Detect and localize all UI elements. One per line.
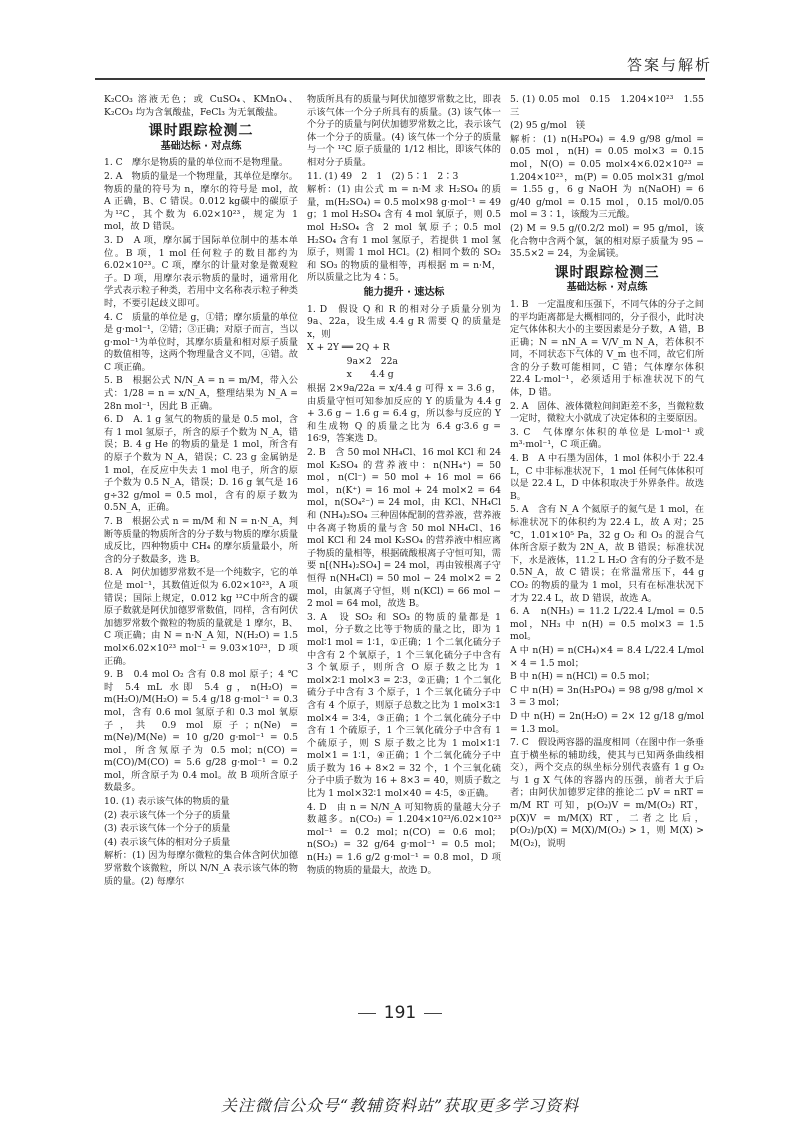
answer-item: 10. (1) 表示该气体的物质的量 bbox=[104, 796, 230, 808]
answer-item: 5. A 含有 N_A 个氦原子的氦气是 1 mol，在标准状况下的体积约为 22.4 L，故 A 对；25 ℃，1.01×10⁵ Pa，32 g O₂ 和 O₃ 的混合气体所含原子数为 2N_A，故 B 错误；标准状况下，水是液体，11.2 L H₂O 含有的分子数不是 0.5N_A，故 C 错误；在常温常压下，44 g CO₂ 的物质的量为 1 mol，只有在标准状况下才为 22.4 L，故 D 错误，故选 A。 bbox=[510, 504, 704, 604]
answer-item: B 中 n(H) = n(HCl) = 0.5 mol； bbox=[510, 671, 655, 683]
answer-item: A 中 n(H) = n(CH₄)×4 = 8.4 L/22.4 L/mol × 4 = 1.5 mol； bbox=[510, 644, 704, 669]
header-title: 答案与解析 bbox=[626, 56, 712, 74]
answer-item: 3. C 气体摩尔体积的单位是 L·mol⁻¹ 或 m³·mol⁻¹，C 项正确。 bbox=[510, 426, 704, 451]
answer-item: 7. B 根据公式 n = m/M 和 N = n·N_A，判断等质量的物质所含的分子数与物质的摩尔质量成反比，四种物质中 CH₄ 的摩尔质量最小，所含的分子数最多，选 B。 bbox=[104, 516, 298, 565]
answer-item: 3. A 设 SO₂ 和 SO₃ 的物质的量都是 1 mol，分子数之比等于物质的量之比，即为 1 mol∶1 mol = 1∶1，①正确；1 个二氧化硫分子中含有 2 个氧原子，1 个三氧化硫分子中含有 3 个氧原子，则所含 O 原子数之比为 1 mol×2∶1 mol×3 = 2∶3，②正确；1 个二氧化硫分子中含有 3 个原子，1 个三氧化硫分子中含有 4 个原子，则原子总数之比为 1 mol×3∶1 mol×4 = 3∶4，③正确；1 个二氧化硫分子中含有 1 个硫原子，1 个三氧化硫分子中含有 1 个硫原子，则 S 原子数之比为 1 mol×1∶1 mol×1 = 1∶1，④正确；1 个二氧化硫分子中质子数为 16 + 8×2 = 32 个，1 个三氧化硫分子中质子数为 16 + 8×3 = 40，则质子数之比为 1 mol×32∶1 mol×40 = 4∶5，⑤正确。 bbox=[307, 611, 501, 800]
answer-columns bbox=[104, 94, 714, 999]
section-subtitle: 能力提升 · 速达标 bbox=[363, 286, 445, 298]
section-subtitle: 基础达标 · 对点练 bbox=[160, 140, 242, 152]
answer-item: 2. B 含 50 mol NH₄Cl、16 mol KCl 和 24 mol K₂SO₄ 的营养液中：n(NH₄⁺) = 50 mol，n(Cl⁻) = 50 mol + 16 mol = 66 mol，n(K⁺) = 16 mol + 24 mol×2 = 64 mol，n(SO₄²⁻) = 24 mol，由 KCl、NH₄Cl 和 (NH₄)₂SO₄ 三种固体配制的营养液，营养液中各离子物质的量与含 50 mol NH₄Cl、16 mol KCl 和 24 mol K₂SO₄ 的营养液中相应离子物质的量相等，根据硫酸根离子守恒可知，需要 n[(NH₄)₂SO₄] = 24 mol，再由铵根离子守恒得 n(NH₄Cl) = 50 mol − 24 mol×2 = 2 mol，由氯离子守恒，则 n(KCl) = 66 mol − 2 mol = 64 mol，故选 B。 bbox=[307, 447, 501, 610]
answer-item: 解析：(1) 由公式 m = n·M 求 H₂SO₄ 的质量，m(H₂SO₄) = 0.5 mol×98 g·mol⁻¹ = 49 g；1 mol H₂SO₄ 含有 4 mol 氧原子，则 0.5 mol H₂SO₄ 含 2 mol 氧原子；0.5 mol H₂SO₄ 含有 1 mol 氢原子，若提供 1 mol 氢原子，则需 1 mol HCl。(2) 相同个数的 SO₂ 和 SO₃ 的物质的量相等，再根据 m = n·M，所以质量之比为 4∶5。 bbox=[307, 184, 501, 284]
column-middle bbox=[307, 94, 501, 999]
answer-item: 5. (1) 0.05 mol 0.15 1.204×10²³ 1.55 三 bbox=[510, 94, 714, 118]
page-number bbox=[0, 1003, 800, 1023]
answer-item: 3. D A 项，摩尔属于国际单位制中的基本单位。B 项，1 mol 任何粒子的数目都约为 6.02×10²³。C 项，摩尔的计量对象是微观粒子。D 项，用摩尔表示物质的量时，通常用化学式表示粒子种类，若用中文名称表示粒子种类时，不要引起歧义即可。 bbox=[104, 234, 298, 309]
answer-item: 4. B A 中石墨为固体，1 mol 体积小于 22.4 L，C 中非标准状况下，1 mol 任何气体体积可以是 22.4 L，D 中体积取决于外界条件。故选 B。 bbox=[510, 453, 704, 502]
answer-item: 解析：(1) 因为每摩尔微粒的集合体含阿伏加德罗常数个该微粒，所以 N/N_A 表示该气体的物质的量。(2) 每摩尔 bbox=[104, 850, 298, 887]
answer-item: 1. C 摩尔是物质的量的单位而不是物理量。 bbox=[104, 157, 289, 169]
section-subtitle: 基础达标 · 对点练 bbox=[566, 282, 648, 294]
answer-item: 2. A 物质的量是一个物理量，其单位是摩尔。物质的量的符号为 n，摩尔的符号是 mol，故 A 正确，B、C 错误。0.012 kg碳中的碳原子为¹²C，其个数为 6.02×10²³，规定为 1 mol，故 D 错误。 bbox=[104, 170, 298, 233]
answer-item: 7. C 假设两容器的温度相同（在图中作一条垂直于横坐标的辅助线，使其与已知两条曲线相交），两个交点的纵坐标分别代表盛有 1 g O₂ 与 1 g X 气体的容器内的压强，前者大于后者；由阿伏加德罗定律的推论二 pV = nRT = m/M RT 可知，p(O₂)V = m/M(O₂) RT，p(X)V = m/M(X) RT，二者之比后，p(O₂)/p(X) = M(X)/M(O₂) > 1，则 M(X) > M(O₂)，说明 bbox=[510, 737, 704, 849]
answer-item: (2) 95 g/mol 镁 bbox=[510, 120, 586, 132]
answer-item: 1. B 一定温度和压强下，不同气体的分子之间的平均距离都是大概相同的，分子很小，此时决定气体体积大小的主要因素是分子数，A 错，B 正确；N = nN_A = V/V_m N_A，若体积不同，不同状态下气体的 V_m 也不同，故它们所含的分子数可能相同，C 错；气体摩尔体积 22.4 L·mol⁻¹，必须适用于标准状况下的气体，D 错。 bbox=[510, 298, 704, 399]
answer-item: C 中 n(H) = 3n(H₃PO₄) = 98 g/98 g/mol × 3 = 3 mol； bbox=[510, 684, 704, 709]
answer-item: 1. D 假设 Q 和 R 的相对分子质量分别为 9a、22a，设生成 4.4 g R 需要 Q 的质量是 x，则 bbox=[307, 303, 501, 340]
header-rule bbox=[95, 78, 705, 80]
answer-item: 2. A 固体、液体微粒间间距差不多，当微粒数一定时，微粒大小就成了决定体积的主要原因。 bbox=[510, 400, 704, 425]
answer-item: (2) 表示该气体一个分子的质量 bbox=[104, 809, 231, 821]
equation-line: 9a×2 22a bbox=[307, 355, 398, 367]
answer-item: 11. (1) 49 2 1 (2) 5∶1 2∶3 bbox=[307, 170, 459, 182]
equation-line: X + 2Y ══ 2Q + R bbox=[307, 342, 390, 354]
answer-item: 根据 2×9a/22a = x/4.4 g 可得 x = 3.6 g，由质量守恒可知参加反应的 Y 的质量为 4.4 g + 3.6 g − 1.6 g = 6.4 g，所以参与反应的 Y 和生成物 Q 的质量之比为 6.4 g∶3.6 g = 16∶9，答案选 D。 bbox=[307, 383, 501, 445]
section-title: 课时跟踪检测二 bbox=[148, 123, 254, 140]
page-header bbox=[0, 48, 800, 82]
section-title: 课时跟踪检测三 bbox=[554, 264, 660, 281]
column-left bbox=[104, 94, 298, 999]
footer-note: 关注微信公众号“教辅资料站”获取更多学习资料 bbox=[220, 1096, 580, 1115]
answer-item: 8. A 阿伏加德罗常数不是一个纯数字，它的单位是 mol⁻¹，其数值近似为 6.02×10²³，A 项错误；国际上规定，0.012 kg ¹²C中所含的碳原子数就是阿伏加德罗常数值，同样，含有阿伏加德罗常数个微粒的物质的量就是 1 摩尔，B、C 项正确；由 N = n·N_A 知，N(H₂O) = 1.5 mol×6.02×10²³ mol⁻¹ = 9.03×10²³，D 项正确。 bbox=[104, 567, 298, 667]
answer-item: 9. B 0.4 mol O₂ 含有 0.8 mol 原子；4 ℃ 时 5.4 mL 水即 5.4 g，n(H₂O) = m(H₂O)/M(H₂O) = 5.4 g/18 g·mol⁻¹ = 0.3 mol，含有 0.6 mol 氢原子和 0.3 mol 氧原子，共 0.9 mol 原子；n(Ne) = m(Ne)/M(Ne) = 10 g/20 g·mol⁻¹ = 0.5 mol，所含氖原子为 0.5 mol；n(CO) = m(CO)/M(CO) = 5.6 g/28 g·mol⁻¹ = 0.2 mol，所含原子为 0.4 mol。故 B 项所含原子数最多。 bbox=[104, 669, 298, 794]
answer-item: 物质所具有的质量与阿伏加德罗常数之比，即表示该气体一个分子所具有的质量。(3) 该气体一个分子的质量与阿伏加德罗常数之比，表示该气体一个分子的质量。(4) 该气体一个分子的质量与一个 ¹²C 原子质量的 1/12 相比，即该气体的相对分子质量。 bbox=[307, 94, 501, 168]
paragraph: K₂CO₃ 溶液无色；或 CuSO₄、KMnO₄、K₂CO₃ 均为含氧酸盐，FeCl₃ 为无氧酸盐。 bbox=[104, 94, 298, 118]
page-number-dash-right bbox=[424, 1013, 442, 1014]
answer-item: 6. D A. 1 g 氢气的物质的量是 0.5 mol，含有 1 mol 氢原子，所含的原子个数为 N_A，错误；B. 4 g He 的物质的量是 1 mol，所含有的原子个数为 N_A，错误；C. 23 g 金属钠是 1 mol，在反应中失去 1 mol 电子，所含的原子个数为 0.5 N_A，错误；D. 16 g 氧气是 16 g÷32 g/mol = 0.5 mol，含有的原子数为 0.5N_A，正确。 bbox=[104, 414, 298, 514]
answer-item: 4. C 质量的单位是 g，①错；摩尔质量的单位是 g·mol⁻¹，②错；③正确；对原子而言，当以 g·mol⁻¹为单位时，其摩尔质量和相对原子质量的数值相等，这两个物理量含义不同，④错。故 C 项正确。 bbox=[104, 311, 298, 373]
answer-item: (3) 表示该气体一个分子的质量 bbox=[104, 823, 231, 835]
column-right bbox=[510, 94, 714, 999]
answer-item: 解析：(1) n(H₃PO₄) = 4.9 g/98 g/mol = 0.05 mol，n(H) = 0.05 mol×3 = 0.15 mol，N(O) = 0.05 mol×4×6.02×10²³ = 1.204×10²³，m(P) = 0.05 mol×31 g/mol = 1.55 g，6 g NaOH 为 n(NaOH) = 6 g/40 g/mol = 0.15 mol，0.15 mol/0.05 mol = 3∶1，该酸为三元酸。 bbox=[510, 133, 704, 221]
page-number-text: 191 bbox=[383, 1003, 417, 1023]
answer-item: 6. A n(NH₃) = 11.2 L/22.4 L/mol = 0.5 mol，NH₃ 中 n(H) = 0.5 mol×3 = 1.5 mol。 bbox=[510, 606, 704, 643]
page-number-dash-left bbox=[358, 1013, 376, 1014]
answer-item: (4) 表示该气体的相对分子质量 bbox=[104, 836, 231, 848]
answer-item: D 中 n(H) = 2n(H₂O) = 2× 12 g/18 g/mol = 1.3 mol。 bbox=[510, 710, 704, 735]
answer-item: (2) M = 9.5 g/(0.2/2 mol) = 95 g/mol，该化合物中含两个氯，氯的相对原子质量为 95 − 35.5×2 = 24，为金属镁。 bbox=[510, 222, 704, 260]
answer-item: 4. D 由 n = N/N_A 可知物质的量越大分子数越多。n(CO₂) = 1.204×10²³/6.02×10²³ mol⁻¹ = 0.2 mol；n(CO) = 0.6 mol；n(SO₂) = 32 g/64 g·mol⁻¹ = 0.5 mol；n(H₂) = 1.6 g/2 g·mol⁻¹ = 0.8 mol，D 项物质的物质的量最大，故选 D。 bbox=[307, 801, 501, 876]
answer-item: 5. B 根据公式 N/N_A = n = m/M，带入公式：1/28 = n = x/N_A，整理结果为 N_A = 28n mol⁻¹，因此 B 正确。 bbox=[104, 375, 298, 412]
equation-line: x 4.4 g bbox=[307, 369, 394, 381]
